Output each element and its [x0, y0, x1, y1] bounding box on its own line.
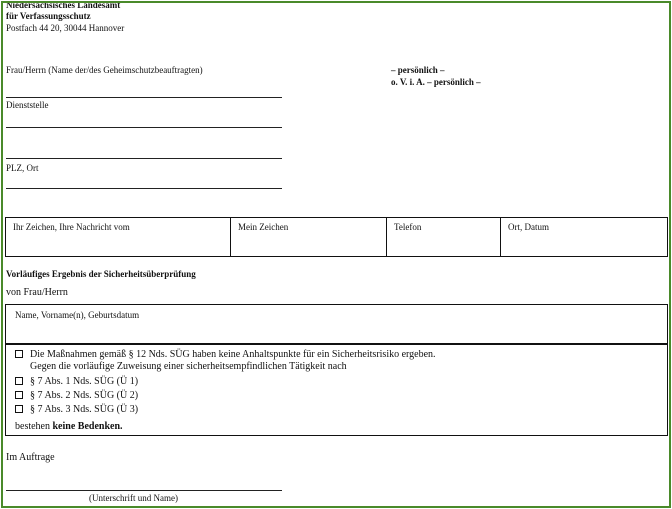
conclusion-bold: keine Bedenken. — [52, 421, 123, 432]
option-no-risk-checkbox[interactable] — [15, 350, 23, 358]
sub-option-ue2[interactable] — [15, 390, 138, 401]
result-heading: Vorläufiges Ergebnis der Sicherheitsüberprüfung — [6, 269, 196, 279]
subject-name-label: Name, Vorname(n), Geburtsdatum — [15, 310, 140, 320]
subject-prefix: von Frau/Herrn — [6, 287, 68, 298]
recipient-office-label: Dienststelle — [6, 100, 49, 110]
sub-option-ue3-checkbox[interactable] — [15, 405, 23, 413]
sender-name-line2: für Verfassungsschutz — [6, 11, 91, 21]
reference-cell-label: Telefon — [394, 222, 422, 232]
in-order-label: Im Auftrage — [6, 452, 55, 463]
sub-option-ue3-text: § 7 Abs. 3 Nds. SÜG (Ü 3) — [30, 404, 139, 415]
sub-option-ue1[interactable] — [15, 376, 138, 387]
recipient-name-label: Frau/Herrn (Name der/des Geheimschutzbeauftragten) — [6, 65, 203, 75]
reference-cell-my-ref[interactable] — [230, 218, 386, 256]
option-assignment-text: Gegen die vorläufige Zuweisung einer sicherheitsempfindlichen Tätigkeit nach — [30, 361, 347, 372]
reference-cell-label: Ort, Datum — [508, 222, 549, 232]
signature-caption: (Unterschrift und Name) — [89, 493, 178, 503]
recipient-name-line[interactable] — [6, 97, 282, 98]
sub-option-ue1-checkbox[interactable] — [15, 377, 23, 385]
recipient-office-line-2[interactable] — [6, 158, 282, 159]
reference-cell-place-date[interactable] — [500, 218, 667, 256]
signature-line[interactable] — [6, 490, 282, 491]
confidential-note-ovia: o. V. i. A. – persönlich – — [391, 77, 481, 87]
sub-option-ue3[interactable] — [15, 404, 138, 415]
option-no-risk[interactable] — [15, 349, 436, 360]
conclusion-prefix: bestehen — [15, 421, 50, 432]
reference-cell-phone[interactable] — [386, 218, 500, 256]
reference-cell-your-ref[interactable] — [6, 218, 230, 256]
reference-row — [5, 217, 668, 257]
recipient-office-line[interactable] — [6, 127, 282, 128]
subject-name-field[interactable] — [5, 304, 668, 344]
reference-cell-label: Ihr Zeichen, Ihre Nachricht vom — [13, 222, 130, 232]
sub-option-ue2-text: § 7 Abs. 2 Nds. SÜG (Ü 2) — [30, 390, 139, 401]
sub-option-ue2-checkbox[interactable] — [15, 391, 23, 399]
recipient-city-label: PLZ, Ort — [6, 163, 39, 173]
options-box — [5, 344, 668, 436]
form-page — [1, 1, 671, 508]
reference-cell-label: Mein Zeichen — [238, 222, 289, 232]
confidential-note: – persönlich – — [391, 65, 445, 75]
conclusion-text — [15, 421, 123, 432]
option-no-risk-text: Die Maßnahmen gemäß § 12 Nds. SÜG haben keine Anhaltspunkte für ein Sicherheitsrisiko ergeben. — [30, 349, 436, 360]
sender-name-line1: Niedersächsisches Landesamt — [6, 1, 121, 10]
sender-address: Postfach 44 20, 30044 Hannover — [6, 23, 125, 33]
sub-option-ue1-text: § 7 Abs. 1 Nds. SÜG (Ü 1) — [30, 376, 139, 387]
recipient-city-line[interactable] — [6, 188, 282, 189]
